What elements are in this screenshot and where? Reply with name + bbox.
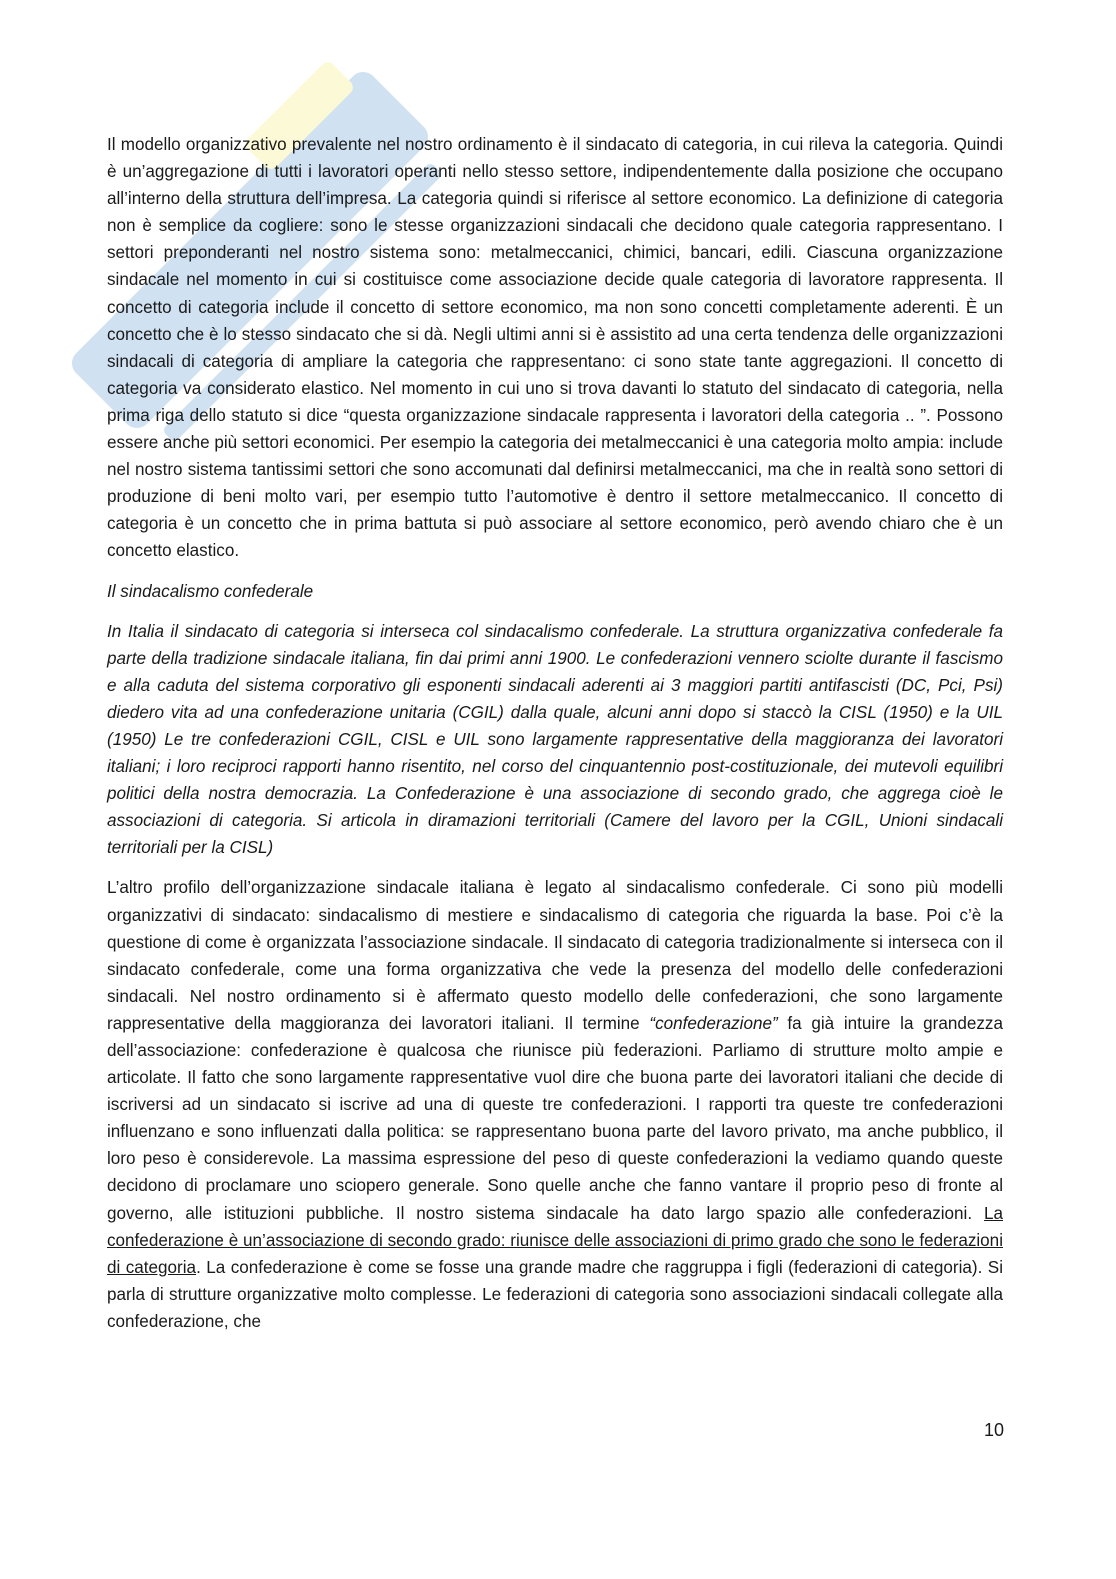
paragraph-confederazioni	[107, 874, 1003, 1335]
section-heading: Il sindacalismo confederale	[107, 581, 314, 601]
underlined-definition: La confederazione è un’associazione di secondo grado: riunisce delle associazioni di primo grado che sono le federazioni di categoria	[107, 1203, 1003, 1277]
document-page	[107, 131, 1003, 1348]
paragraph-text: fa già intuire la grandezza dell’associazione: confederazione è qualcosa che riunisce più federazioni. Parliamo di strutture molto ampie e articolate. Il fatto che sono largamente rappresentative vuol dire che buona parte dei lavoratori italiani che decide di iscriversi ad un sindacato si iscrive ad una di queste tre confederazioni. I rapporti tra queste tre confederazioni influenzano e sono influenzati dalla politica: se rappresentano buona parte del lavoro privato, ma anche pubblico, il loro peso è considerevole. La massima espressione del peso di queste confederazioni la vediamo quando queste decidono di proclamare uno sciopero generale. Sono quelle anche che fanno vantare il proprio peso di fronte al governo, alle istituzioni pubbliche. Il nostro sistema sindacale ha dato largo spazio alle confederazioni.	[107, 1013, 1003, 1223]
paragraph-text: . La confederazione è come se fosse una grande madre che raggruppa i figli (federazioni di categoria). Si parla di strutture organizzative molto complesse. Le federazioni di categoria sono associazioni sindacali collegate alla confederazione, che	[107, 1257, 1004, 1331]
paragraph-categoria: Il modello organizzativo prevalente nel nostro ordinamento è il sindacato di categoria, in cui rileva la categoria. Quindi è un’aggregazione di tutti i lavoratori operanti nello stesso settore, indipendentemente dalla posizione che occupano all’interno della struttura dell’impresa. La categoria quindi si riferisce al settore economico. La definizione di categoria non è semplice da cogliere: sono le stesse organizzazioni sindacali che decidono quale categoria rappresentano. I settori preponderanti nel nostro sistema sono: metalmeccanici, chimici, bancari, edili. Ciascuna organizzazione sindacale nel momento in cui si costituisce come associazione decide quale categoria di lavoratore rappresenta. Il concetto di categoria include il concetto di settore economico, ma non sono concetti completamente aderenti. È un concetto che è lo stesso sindacato che si dà. Negli ultimi anni si è assistito ad una certa tendenza delle organizzazioni sindacali di categoria di ampliare la categoria che rappresentano: ci sono state tante aggregazioni. Il concetto di categoria va considerato elastico. Nel momento in cui uno si trova davanti lo statuto del sindacato di categoria, nella prima riga dello statuto si dice “questa organizzazione sindacale rappresenta i lavoratori della categoria .. ”. Possono essere anche più settori economici. Per esempio la categoria dei metalmeccanici è una categoria molto ampia: include nel nostro sistema tantissimi settori che sono accomunati dal definirsi metalmeccanici, ma che in realtà sono settori di produzione di beni molto vari, per esempio tutto l’automotive è dentro il settore metalmeccanico. Il concetto di categoria è un concetto che in prima battuta si può associare al settore economico, però avendo chiaro che è un concetto elastico.	[107, 135, 1003, 561]
paragraph-confederale-italic: In Italia il sindacato di categoria si interseca col sindacalismo confederale. La struttura organizzativa confederale fa parte della tradizione sindacale italiana, fin dai primi anni 1900. Le confederazioni vennero sciolte durante il fascismo e alla caduta del sistema corporativo gli esponenti sindacali aderenti ai 3 maggiori partiti antifascisti (DC, Pci, Psi) diedero vita ad una confederazione unitaria (CGIL) dalla quale, alcuni anni dopo si staccò la CISL (1950) e la UIL (1950) Le tre confederazioni CGIL, CISL e UIL sono largamente rappresentative della maggioranza dei lavoratori italiani; i loro reciproci rapporti hanno risentito, nel corso del cinquantennio post-costituzionale, dei mutevoli equilibri politici della nostra democrazia. La Confederazione è una associazione di secondo grado, che aggrega cioè le associazioni di categoria. Si articola in diramazioni territoriali (Camere del lavoro per la CGIL, Unioni sindacali territoriali per la CISL)	[107, 621, 1003, 858]
confederazione-term: “confederazione”	[649, 1013, 778, 1033]
paragraph-text: L’altro profilo dell’organizzazione sindacale italiana è legato al sindacalismo confederale. Ci sono più modelli organizzativi di sindacato: sindacalismo di mestiere e sindacalismo di categoria che riguarda la base. Poi c’è la questione di come è organizzata l’associazione sindacale. Il sindacato di categoria tradizionalmente si interseca con il sindacato confederale, come una forma organizzativa che vede la presenza del modello delle confederazioni sindacali. Nel nostro ordinamento si è affermato questo modello delle confederazioni, che sono largamente rappresentative della maggioranza dei lavoratori italiani. Il termine	[107, 878, 1003, 1033]
page-number: 10	[983, 1420, 1004, 1440]
